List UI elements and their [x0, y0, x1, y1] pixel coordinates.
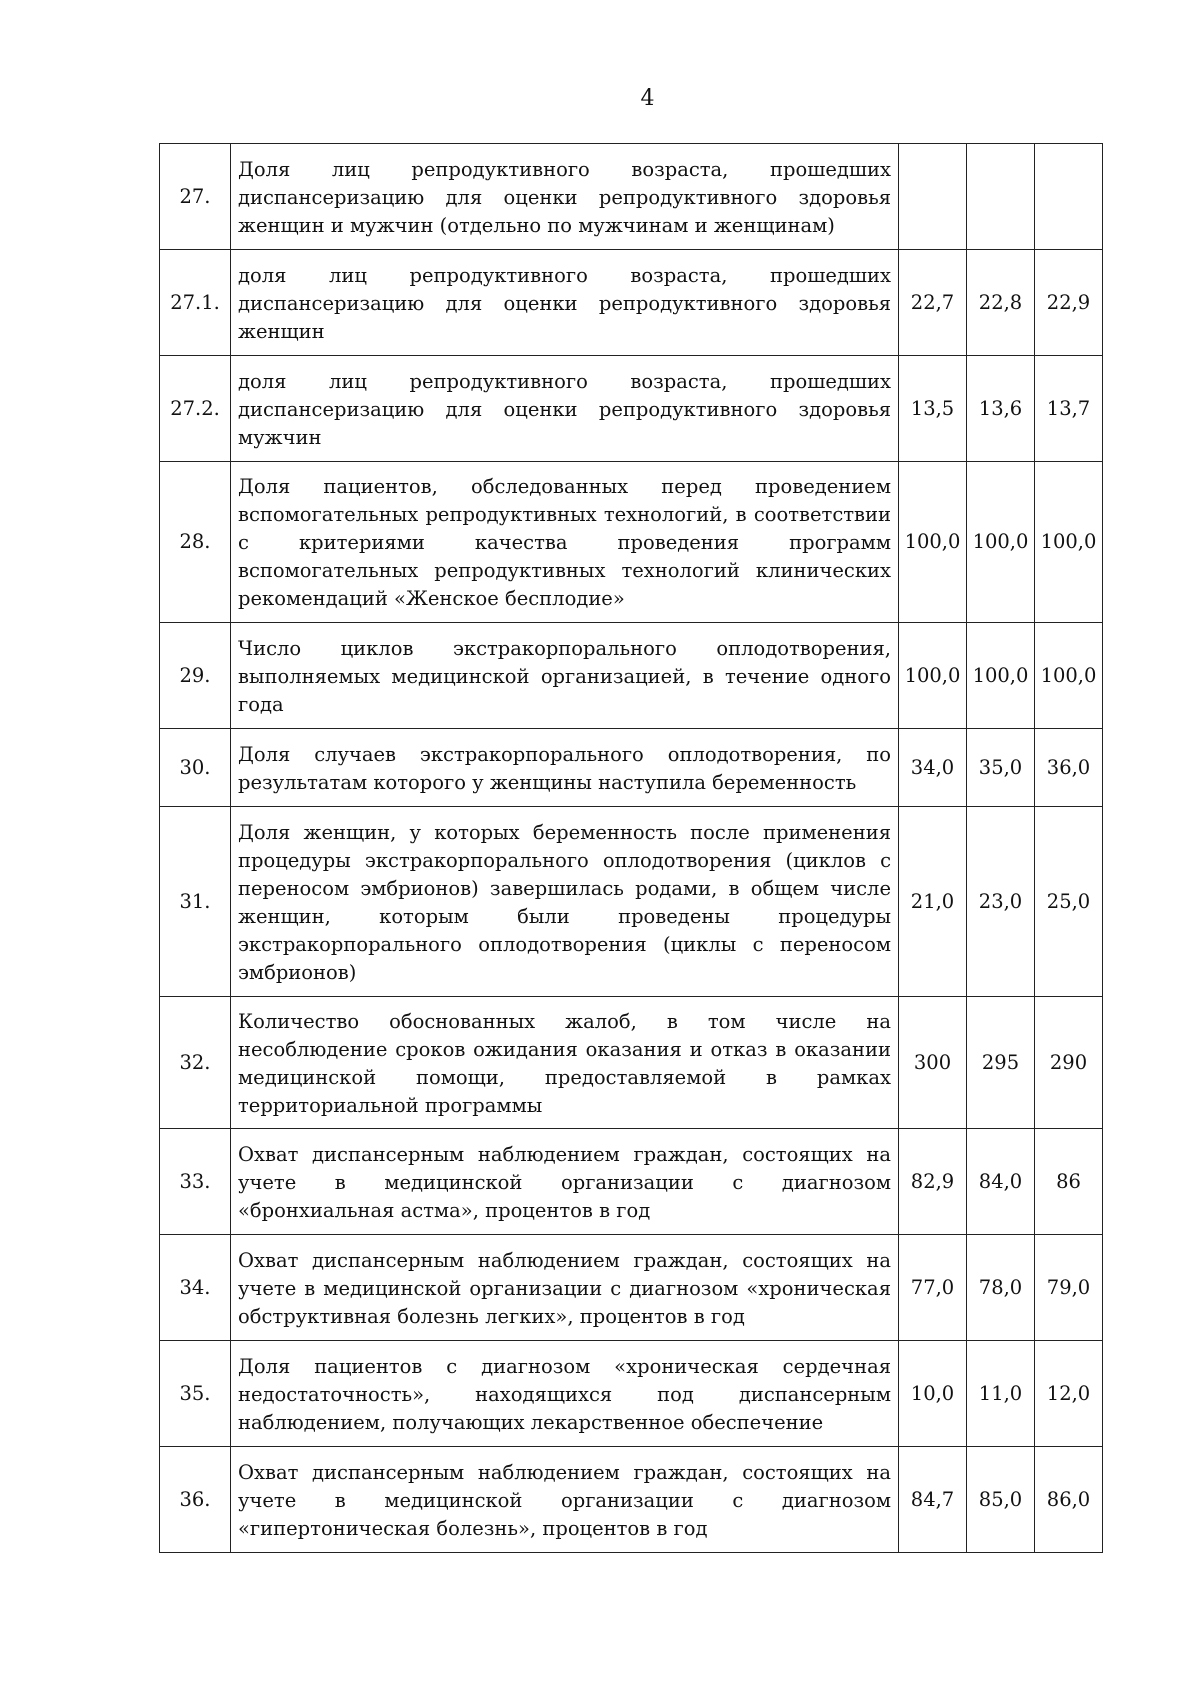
row-number: 33.: [160, 1129, 231, 1235]
value-col-1: 10,0: [899, 1341, 967, 1447]
value-col-2: 23,0: [967, 807, 1035, 997]
indicator-text: Охват диспансерным наблюдением граждан, состоящих на учете в медицинской организации с диагнозом «гипертоническая болезнь», процентов в год: [231, 1447, 899, 1553]
value-col-3: 25,0: [1035, 807, 1103, 997]
indicator-text: Количество обоснованных жалоб, в том числе на несоблюдение сроков ожидания оказания и отказ в оказании медицинской помощи, предоставляемой в рамках территориальной программы: [231, 997, 899, 1129]
value-col-1: 82,9: [899, 1129, 967, 1235]
value-col-2: [967, 144, 1035, 250]
row-number: 27.: [160, 144, 231, 250]
row-number: 35.: [160, 1341, 231, 1447]
row-number: 29.: [160, 623, 231, 729]
value-col-3: [1035, 144, 1103, 250]
value-col-2: 84,0: [967, 1129, 1035, 1235]
value-col-2: 85,0: [967, 1447, 1035, 1553]
table-row: [160, 623, 1103, 729]
value-col-2: 100,0: [967, 623, 1035, 729]
value-col-3: 86: [1035, 1129, 1103, 1235]
table-row: [160, 1129, 1103, 1235]
value-col-3: 290: [1035, 997, 1103, 1129]
row-number: 27.1.: [160, 250, 231, 356]
row-number: 31.: [160, 807, 231, 997]
indicator-text: Доля женщин, у которых беременность после применения процедуры экстракорпорального оплодотворения (циклов с переносом эмбрионов) завершилась родами, в общем числе женщин, которым были проведены процедуры экстракорпорального оплодотворения (циклы с переносом эмбрионов): [231, 807, 899, 997]
value-col-3: 100,0: [1035, 462, 1103, 623]
indicator-text: Доля пациентов с диагнозом «хроническая сердечная недостаточность», находящихся под диспансерным наблюдением, получающих лекарственное обеспечение: [231, 1341, 899, 1447]
table-row: [160, 356, 1103, 462]
value-col-3: 22,9: [1035, 250, 1103, 356]
table-row: [160, 729, 1103, 807]
value-col-1: 100,0: [899, 623, 967, 729]
value-col-1: [899, 144, 967, 250]
value-col-1: 100,0: [899, 462, 967, 623]
table-row: [160, 250, 1103, 356]
table-row: [160, 1447, 1103, 1553]
indicators-table: [159, 143, 1103, 1553]
value-col-2: 78,0: [967, 1235, 1035, 1341]
value-col-2: 35,0: [967, 729, 1035, 807]
value-col-1: 84,7: [899, 1447, 967, 1553]
value-col-2: 100,0: [967, 462, 1035, 623]
table-row: [160, 807, 1103, 997]
value-col-1: 300: [899, 997, 967, 1129]
value-col-3: 36,0: [1035, 729, 1103, 807]
row-number: 34.: [160, 1235, 231, 1341]
indicator-text: доля лиц репродуктивного возраста, прошедших диспансеризацию для оценки репродуктивного здоровья женщин: [231, 250, 899, 356]
row-number: 28.: [160, 462, 231, 623]
value-col-1: 77,0: [899, 1235, 967, 1341]
value-col-2: 13,6: [967, 356, 1035, 462]
row-number: 30.: [160, 729, 231, 807]
value-col-1: 21,0: [899, 807, 967, 997]
value-col-2: 295: [967, 997, 1035, 1129]
value-col-1: 34,0: [899, 729, 967, 807]
value-col-3: 86,0: [1035, 1447, 1103, 1553]
value-col-3: 13,7: [1035, 356, 1103, 462]
row-number: 36.: [160, 1447, 231, 1553]
indicator-text: Охват диспансерным наблюдением граждан, состоящих на учете в медицинской организации с диагнозом «хроническая обструктивная болезнь легких», процентов в год: [231, 1235, 899, 1341]
indicator-text: Охват диспансерным наблюдением граждан, состоящих на учете в медицинской организации с диагнозом «бронхиальная астма», процентов в год: [231, 1129, 899, 1235]
indicator-text: Число циклов экстракорпорального оплодотворения, выполняемых медицинской организацией, в течение одного года: [231, 623, 899, 729]
table-row: [160, 997, 1103, 1129]
table-row: [160, 1341, 1103, 1447]
table-row: [160, 1235, 1103, 1341]
table-row: [160, 462, 1103, 623]
row-number: 27.2.: [160, 356, 231, 462]
value-col-2: 22,8: [967, 250, 1035, 356]
value-col-3: 100,0: [1035, 623, 1103, 729]
page-number: 4: [640, 86, 655, 111]
value-col-3: 79,0: [1035, 1235, 1103, 1341]
indicator-text: доля лиц репродуктивного возраста, прошедших диспансеризацию для оценки репродуктивного здоровья мужчин: [231, 356, 899, 462]
row-number: 32.: [160, 997, 231, 1129]
indicator-text: Доля лиц репродуктивного возраста, прошедших диспансеризацию для оценки репродуктивного здоровья женщин и мужчин (отдельно по мужчинам и женщинам): [231, 144, 899, 250]
table-row: [160, 144, 1103, 250]
value-col-1: 22,7: [899, 250, 967, 356]
indicator-text: Доля случаев экстракорпорального оплодотворения, по результатам которого у женщины наступила беременность: [231, 729, 899, 807]
value-col-1: 13,5: [899, 356, 967, 462]
value-col-3: 12,0: [1035, 1341, 1103, 1447]
indicator-text: Доля пациентов, обследованных перед проведением вспомогательных репродуктивных технологий, в соответствии с критериями качества проведения программ вспомогательных репродуктивных технологий клинических рекомендаций «Женское бесплодие»: [231, 462, 899, 623]
value-col-2: 11,0: [967, 1341, 1035, 1447]
